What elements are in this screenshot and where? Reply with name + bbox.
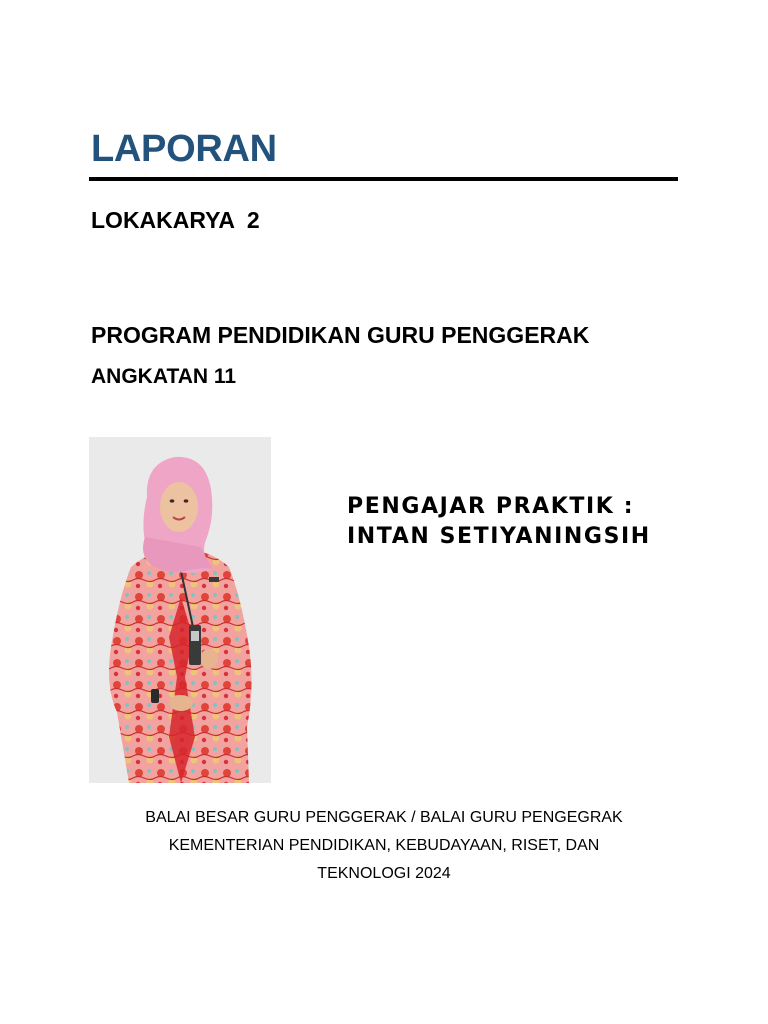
teacher-name: INTAN SETIYANINGSIH xyxy=(347,524,651,549)
workshop-subtitle: LOKAKARYA 2 xyxy=(91,207,260,233)
teacher-label: PENGAJAR PRAKTIK : xyxy=(347,494,635,519)
portrait-illustration xyxy=(89,437,271,783)
report-title: LAPORAN xyxy=(91,128,277,170)
institution-footer xyxy=(84,804,684,888)
footer-line-1: BALAI BESAR GURU PENGGERAK / BALAI GURU PENGEGRAK xyxy=(145,809,623,826)
teacher-photo xyxy=(89,437,271,783)
teacher-block xyxy=(347,492,651,552)
cohort-label: ANGKATAN 11 xyxy=(91,365,237,388)
program-name: PROGRAM PENDIDIKAN GURU PENGGERAK xyxy=(91,322,590,348)
title-underline-divider xyxy=(89,177,678,181)
footer-line-3: TEKNOLOGI 2024 xyxy=(317,865,451,882)
footer-line-2: KEMENTERIAN PENDIDIKAN, KEBUDAYAAN, RISET, DAN xyxy=(168,837,600,854)
